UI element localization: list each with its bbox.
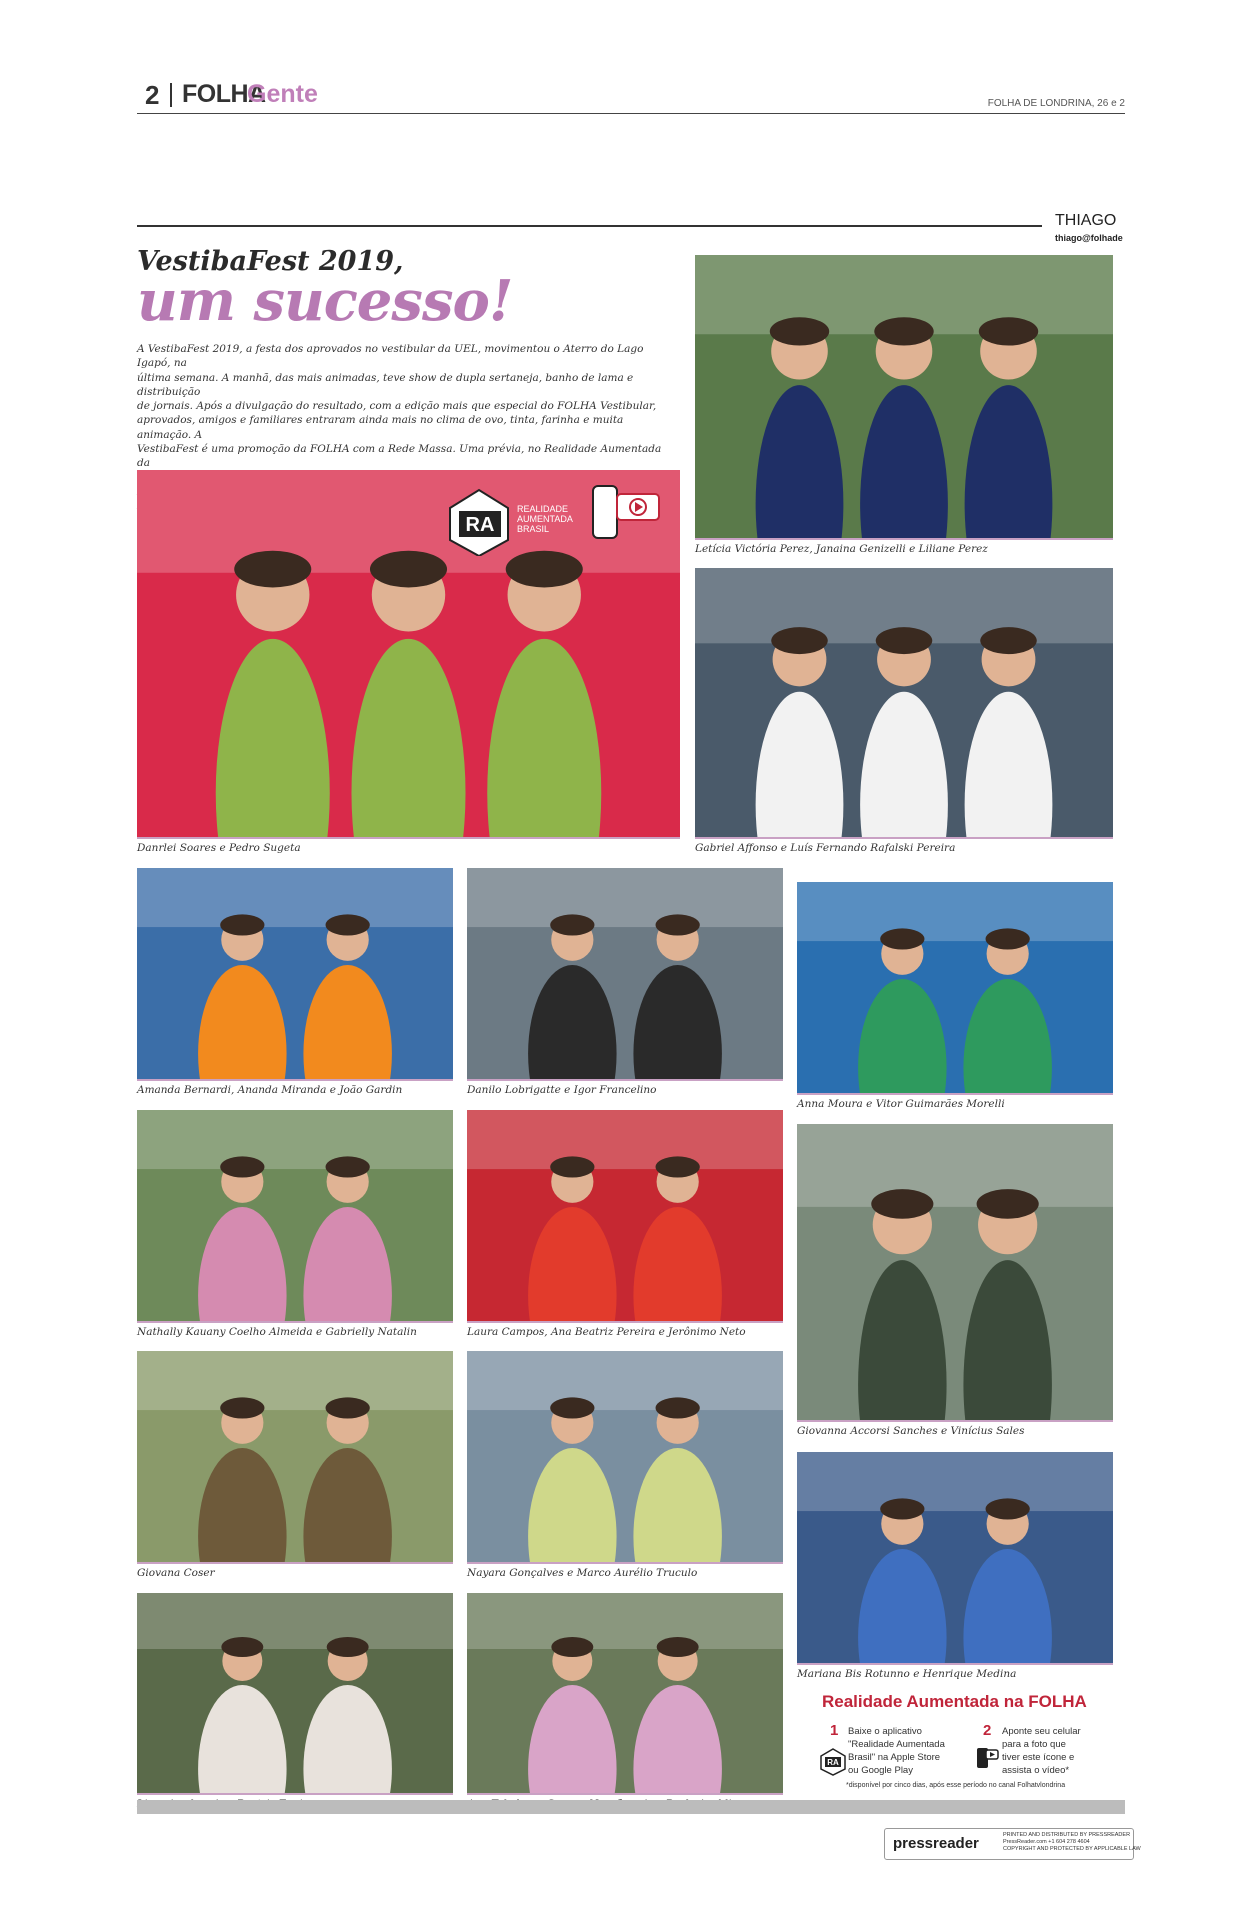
ar-step-line: Aponte seu celular — [1002, 1726, 1081, 1737]
photo-reading-girls — [137, 1110, 453, 1321]
ar-step-number: 2 — [983, 1722, 992, 1739]
columnist-name: THIAGO — [1055, 212, 1117, 229]
caption-rule — [695, 538, 1113, 540]
caption-rule — [137, 1793, 453, 1795]
photo-caption: Gabriel Affonso e Luís Fernando Rafalski Pereira — [695, 842, 956, 854]
header-divider — [170, 83, 172, 107]
ar-badge[interactable] — [445, 478, 665, 556]
photo-odonto — [467, 868, 783, 1079]
caption-rule — [467, 1562, 783, 1564]
photo-couple-newspaper — [467, 1351, 783, 1562]
photo-image — [137, 1351, 453, 1562]
pressreader-line: COPYRIGHT AND PROTECTED BY APPLICABLE LAW — [1003, 1846, 1141, 1852]
ar-promo-note: *disponível por cinco dias, após esse período no canal Folhatvlondrina — [846, 1782, 1066, 1789]
pressreader-line: PressReader.com +1 604 278 4604 — [1003, 1839, 1090, 1845]
photo-image — [137, 1110, 453, 1321]
page-header — [137, 78, 1125, 114]
caption-rule — [467, 1793, 783, 1795]
photo-powder-girls — [137, 1593, 453, 1793]
ar-step-line: ou Google Play — [848, 1765, 913, 1776]
photo-red-shirts — [467, 1110, 783, 1321]
pressreader-line: PRINTED AND DISTRIBUTED BY PRESSREADER — [1003, 1832, 1131, 1838]
ar-step-2 — [1002, 1725, 1081, 1777]
lead-line: VestibaFest é uma promoção da FOLHA com a Rede Massa. Uma prévia, no Realidade Aumentada da — [137, 443, 662, 470]
photo-green-shirt — [797, 882, 1113, 1093]
pressreader-text — [1003, 1832, 1141, 1853]
photo-image — [797, 1452, 1113, 1663]
bottom-bar — [137, 1800, 1125, 1814]
photo-image — [467, 1593, 783, 1793]
lead-line: de jornais. Após a divulgação do resultado, com a edição mais que especial do FOLHA Vestibular, — [137, 400, 657, 413]
ar-step-number: 1 — [830, 1722, 839, 1739]
photo-three-girls — [467, 1593, 783, 1793]
photo-caption: Giovanna Accorsi Sanches e Vinícius Sales — [797, 1425, 1025, 1437]
ar-step-line: tiver este ícone e — [1002, 1752, 1075, 1763]
caption-rule — [695, 837, 1113, 839]
caption-rule — [137, 1321, 453, 1323]
photo-caption: Danrlei Soares e Pedro Sugeta — [137, 842, 301, 854]
photo-caption: Giovana Coser — [137, 1567, 215, 1579]
photo-image — [467, 1351, 783, 1562]
brand-name: FOLHA — [182, 80, 266, 108]
caption-rule — [797, 1093, 1113, 1095]
edition-date: FOLHA DE LONDRINA, 26 e 2 — [987, 98, 1125, 109]
photo-image — [467, 1110, 783, 1321]
ar-step-line: assista o vídeo* — [1002, 1765, 1070, 1776]
photo-image — [137, 1593, 453, 1793]
ar-step-1 — [848, 1725, 945, 1777]
phone-icon — [593, 486, 617, 538]
photo-trio-girls — [695, 255, 1113, 538]
caption-rule — [467, 1321, 783, 1323]
photo-image — [695, 255, 1113, 538]
photo-image — [797, 1124, 1113, 1420]
page-number: 2 — [145, 80, 160, 110]
ra-app-icon-mark: RA — [827, 1758, 839, 1767]
photo-image — [137, 868, 453, 1079]
photo-painted-arms — [137, 1351, 453, 1562]
lead-line: aprovados, amigos e familiares entraram ainda mais no clima de ovo, tinta, farinha e muita animação. A — [137, 414, 624, 441]
ar-badge-line: REALIDADE — [517, 504, 569, 514]
photo-blue-shirts-newspaper — [797, 1452, 1113, 1663]
photo-image — [797, 882, 1113, 1093]
ar-badge-mark: RA — [465, 514, 495, 536]
caption-rule — [797, 1663, 1113, 1665]
ra-app-icon — [820, 1748, 846, 1776]
ar-badge-line: AUMENTADA — [517, 514, 573, 524]
pressreader-box[interactable] — [884, 1828, 1141, 1860]
caption-rule — [137, 1079, 453, 1081]
photo-caption: Anna Moura e Vitor Guimarães Morelli — [797, 1098, 1005, 1110]
article-kicker: VestibaFest 2019, — [137, 246, 404, 277]
section-name: Gente — [247, 80, 318, 108]
photo-direito — [797, 1124, 1113, 1420]
caption-rule — [467, 1079, 783, 1081]
photo-caption: Laura Campos, Ana Beatriz Pereira e Jerônimo Neto — [467, 1326, 746, 1338]
phone-pointing-icon — [974, 1744, 1000, 1770]
photo-caption: Mariana Bis Rotunno e Henrique Medina — [797, 1668, 1017, 1680]
caption-rule — [797, 1420, 1113, 1422]
ar-step-line: Brasil" na Apple Store — [848, 1752, 941, 1763]
caption-rule — [137, 1562, 453, 1564]
photo-caption: Amanda Bernardi, Ananda Miranda e João Gardin — [137, 1084, 403, 1096]
ar-step-line: para a foto que — [1002, 1739, 1066, 1750]
photo-caption: Letícia Victória Perez, Janaina Genizelli e Liliane Perez — [695, 543, 988, 555]
lead-line: A VestibaFest 2019, a festa dos aprovados no vestibular da UEL, movimentou o Aterro do Lago Igapó, na — [137, 343, 644, 370]
photo-image — [467, 868, 783, 1079]
photo-calouro-shirts — [695, 568, 1113, 837]
pressreader-logo: pressreader — [893, 1835, 979, 1852]
caption-rule — [137, 837, 680, 839]
photo-caption: Nayara Gonçalves e Marco Aurélio Truculo — [467, 1567, 698, 1579]
photo-caption: Nathally Kauany Coelho Almeida e Gabrielly Natalin — [137, 1326, 417, 1338]
ar-promo-title: Realidade Aumentada na FOLHA — [822, 1692, 1087, 1711]
photo-orange-shirts — [137, 868, 453, 1079]
columnist-email: thiago@folhade — [1055, 233, 1123, 243]
photo-image — [695, 568, 1113, 837]
lead-line: última semana. A manhã, das mais animadas, teve show de dupla sertaneja, banho de lama e distribuição — [137, 371, 634, 398]
columnist-rule — [137, 225, 1042, 227]
article-headline: um sucesso! — [137, 268, 513, 334]
photo-caption: Danilo Lobrigatte e Igor Francelino — [467, 1084, 657, 1096]
ar-step-line: Baixe o aplicativo — [848, 1726, 922, 1737]
ar-badge-graphic — [445, 478, 665, 556]
ar-step-line: "Realidade Aumentada — [848, 1739, 945, 1750]
ar-badge-line: BRASIL — [517, 524, 550, 534]
